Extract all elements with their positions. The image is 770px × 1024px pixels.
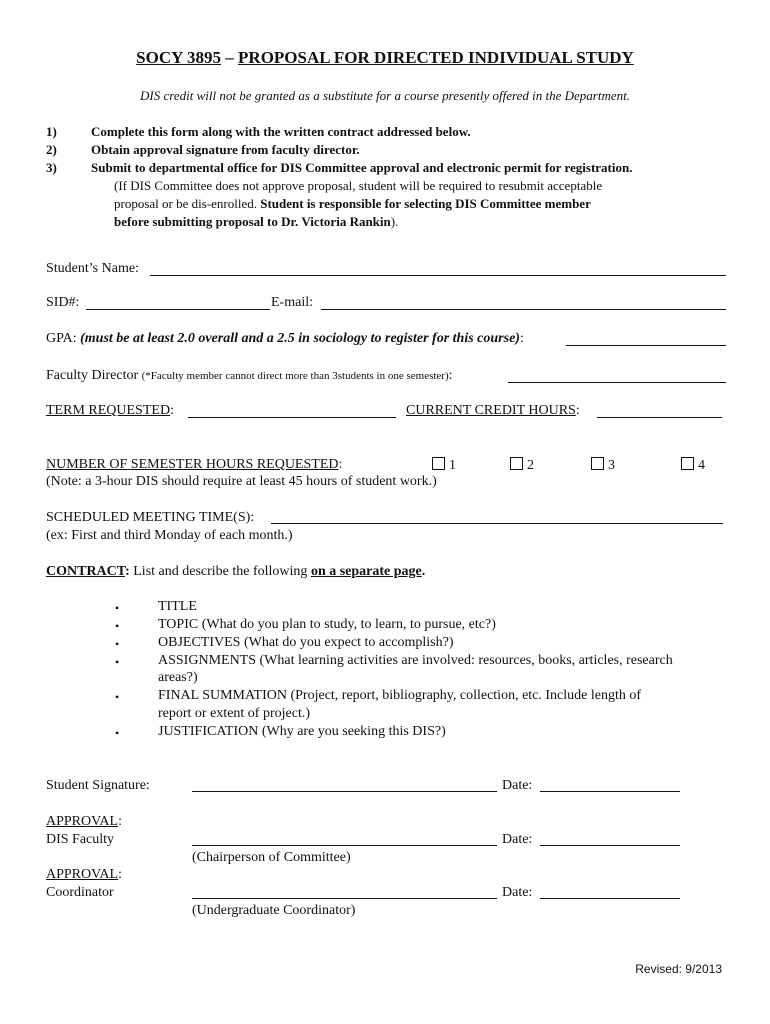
checkbox-3[interactable]	[591, 457, 604, 470]
approval-faculty-heading	[46, 814, 122, 830]
faculty-date-field[interactable]	[540, 845, 680, 846]
hours-option-1[interactable]	[432, 457, 456, 474]
gpa-requirement: (must be at least 2.0 overall and a 2.5 in sociology to register for this course)	[80, 331, 520, 346]
sid-field[interactable]	[86, 309, 270, 310]
dis-faculty-label: DIS Faculty	[46, 832, 115, 847]
contract-item-assignments: ASSIGNMENTS (What learning activities are involved: resources, books, articles, research	[158, 653, 673, 668]
student-signature-field[interactable]	[192, 791, 497, 792]
step-2-number: 2)	[46, 142, 57, 157]
student-name-field[interactable]	[150, 275, 726, 276]
contract-item-topic: TOPIC (What do you plan to study, to learn, to pursue, etc?)	[158, 617, 496, 632]
step-2-text: Obtain approval signature from faculty director.	[91, 142, 360, 157]
contract-item-objectives: OBJECTIVES (What do you expect to accomplish?)	[158, 635, 454, 650]
contract-period: .	[421, 564, 426, 579]
dis-credit-note: DIS credit will not be granted as a substitute for a course presently offered in the Department.	[140, 88, 630, 103]
hours-option-2[interactable]	[510, 457, 534, 474]
student-date-label: Date:	[502, 778, 533, 793]
approval-coordinator-heading	[46, 867, 122, 883]
hours-option-4[interactable]	[681, 457, 705, 474]
term-requested-field[interactable]	[188, 417, 396, 418]
contract-text: List and describe the following	[129, 564, 311, 579]
student-date-field[interactable]	[540, 791, 680, 792]
contract-label: CONTRACT	[46, 564, 126, 579]
hours-option-1-label: 1	[449, 458, 456, 473]
step-1-text: Complete this form along with the written contract addressed below.	[91, 124, 471, 139]
revised-date: Revised: 9/2013	[635, 962, 722, 976]
meeting-time-note: (ex: First and third Monday of each month.)	[46, 528, 293, 543]
contract-item-final-summation: FINAL SUMMATION (Project, report, bibliography, collection, etc. Include length of	[158, 688, 642, 703]
student-signature-label: Student Signature:	[46, 778, 150, 793]
faculty-director-field[interactable]	[508, 382, 726, 383]
term-requested-label: TERM REQUESTED	[46, 403, 171, 418]
checkbox-4[interactable]	[681, 457, 694, 470]
meeting-time-field[interactable]	[271, 523, 723, 524]
semester-hours-label: NUMBER OF SEMESTER HOURS REQUESTED	[46, 457, 339, 472]
approval-colon: :	[118, 867, 122, 882]
faculty-director-colon: :	[448, 368, 453, 383]
undergraduate-coordinator-caption: (Undergraduate Coordinator)	[192, 903, 356, 918]
sid-label: SID#:	[46, 295, 80, 310]
gpa-label-row	[46, 331, 524, 347]
coordinator-date-field[interactable]	[540, 898, 680, 899]
faculty-director-label: Faculty Director	[46, 368, 142, 383]
contract-heading	[46, 564, 425, 580]
approval-label: APPROVAL	[46, 867, 119, 882]
step-3-number: 3)	[46, 160, 57, 175]
contract-item-final-summation-cont: report or extent of project.)	[158, 706, 310, 721]
step-3-note-line-3	[114, 214, 398, 230]
term-requested-colon: :	[170, 403, 174, 418]
contract-item-title: TITLE	[158, 599, 197, 614]
title-text: PROPOSAL FOR DIRECTED INDIVIDUAL STUDY	[238, 48, 634, 67]
current-credit-field[interactable]	[597, 417, 722, 418]
step-1-number: 1)	[46, 124, 57, 139]
step-3-note-line-2	[114, 196, 591, 212]
semester-hours-colon: :	[338, 457, 343, 472]
step-3-note-end: ).	[390, 214, 399, 229]
step-3-note-bold-2: before submitting proposal to Dr. Victoria Rankin	[114, 214, 391, 229]
current-credit-row	[406, 403, 580, 419]
bullet: •	[115, 726, 120, 740]
page-title	[0, 48, 770, 68]
coordinator-label: Coordinator	[46, 885, 114, 900]
approval-colon: :	[118, 814, 122, 829]
hours-option-2-label: 2	[527, 458, 534, 473]
semester-hours-note: (Note: a 3-hour DIS should require at least 45 hours of student work.)	[46, 474, 437, 489]
current-credit-label: CURRENT CREDIT HOURS	[406, 403, 576, 418]
coordinator-date-label: Date:	[502, 885, 533, 900]
faculty-director-row	[46, 368, 453, 384]
hours-option-3-label: 3	[608, 458, 615, 473]
chairperson-caption: (Chairperson of Committee)	[192, 850, 351, 865]
bullet: •	[115, 619, 120, 633]
faculty-date-label: Date:	[502, 832, 533, 847]
faculty-director-note: (*Faculty member cannot direct more than 3students in one semester)	[141, 370, 449, 382]
bullet: •	[115, 690, 120, 704]
step-3-note-plain: proposal or be dis-enrolled.	[114, 196, 261, 211]
coordinator-signature-field[interactable]	[192, 898, 497, 899]
email-field[interactable]	[321, 309, 726, 310]
checkbox-2[interactable]	[510, 457, 523, 470]
hours-option-3[interactable]	[591, 457, 615, 474]
semester-hours-row	[46, 457, 342, 473]
gpa-colon: :	[519, 331, 524, 346]
hours-option-4-label: 4	[698, 458, 705, 473]
term-requested-row	[46, 403, 174, 419]
contract-emphasis: on a separate page	[310, 564, 422, 579]
course-code: SOCY 3895	[136, 48, 222, 67]
checkbox-1[interactable]	[432, 457, 445, 470]
approval-label: APPROVAL	[46, 814, 119, 829]
step-3-text: Submit to departmental office for DIS Committee approval and electronic permit for registration.	[91, 160, 633, 175]
contract-item-justification: JUSTIFICATION (Why are you seeking this DIS?)	[158, 724, 446, 739]
contract-item-assignments-cont: areas?)	[158, 670, 198, 685]
faculty-signature-field[interactable]	[192, 845, 497, 846]
step-3-note-line-1: (If DIS Committee does not approve proposal, student will be required to resubmit acceptable	[114, 178, 603, 193]
gpa-field[interactable]	[566, 345, 726, 346]
email-label: E-mail:	[271, 295, 313, 310]
gpa-label: GPA:	[46, 331, 81, 346]
current-credit-colon: :	[575, 403, 580, 418]
step-3-note-bold: Student is responsible for selecting DIS Committee member	[260, 196, 591, 211]
bullet: •	[115, 601, 120, 615]
contract-colon: :	[125, 564, 130, 579]
meeting-time-label: SCHEDULED MEETING TIME(S):	[46, 510, 255, 525]
title-dash: –	[221, 48, 239, 67]
student-name-label: Student’s Name:	[46, 261, 139, 276]
bullet: •	[115, 655, 120, 669]
bullet: •	[115, 637, 120, 651]
